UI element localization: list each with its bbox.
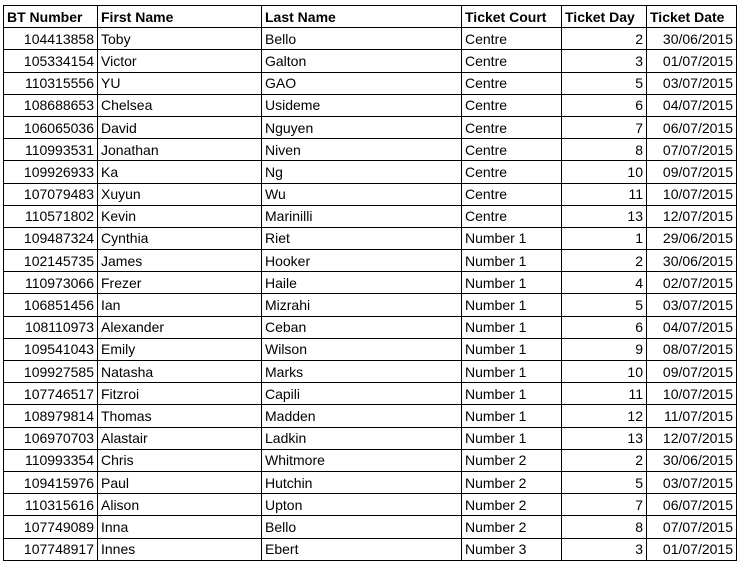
bt-number-cell[interactable]: 107749089: [4, 516, 98, 538]
first-name-cell[interactable]: Kevin: [98, 205, 262, 227]
last-name-cell[interactable]: Ladkin: [262, 427, 462, 449]
ticket-date-cell[interactable]: 07/07/2015: [647, 139, 737, 161]
table-row: [4, 139, 737, 161]
ticket-date-cell[interactable]: 04/07/2015: [647, 94, 737, 116]
header-bt-number[interactable]: BT Number: [4, 6, 98, 28]
table-row: [4, 72, 737, 94]
bt-number-cell[interactable]: 108688653: [4, 94, 98, 116]
ticket-court-cell[interactable]: Number 1: [462, 338, 562, 360]
ticket-day-cell[interactable]: 2: [562, 449, 647, 471]
table-row: [4, 316, 737, 338]
table-row: [4, 471, 737, 493]
ticket-day-cell[interactable]: 13: [562, 427, 647, 449]
header-row: [4, 6, 737, 28]
bt-number-cell[interactable]: 107748917: [4, 538, 98, 560]
ticket-court-cell[interactable]: Number 1: [462, 405, 562, 427]
last-name-cell[interactable]: Marinilli: [262, 205, 462, 227]
table-row: [4, 383, 737, 405]
ticket-court-cell[interactable]: Number 1: [462, 316, 562, 338]
table-row: [4, 183, 737, 205]
last-name-cell[interactable]: Bello: [262, 516, 462, 538]
first-name-cell[interactable]: Toby: [98, 28, 262, 50]
ticket-date-cell[interactable]: 06/07/2015: [647, 116, 737, 138]
header-last-name[interactable]: Last Name: [262, 6, 462, 28]
ticket-day-cell[interactable]: 5: [562, 294, 647, 316]
table-row: [4, 494, 737, 516]
bt-number-cell[interactable]: 102145735: [4, 250, 98, 272]
first-name-cell[interactable]: Paul: [98, 471, 262, 493]
ticket-day-cell[interactable]: 2: [562, 28, 647, 50]
last-name-cell[interactable]: Wilson: [262, 338, 462, 360]
ticket-day-cell[interactable]: 13: [562, 205, 647, 227]
ticket-court-cell[interactable]: Centre: [462, 205, 562, 227]
first-name-cell[interactable]: Ian: [98, 294, 262, 316]
table-row: [4, 94, 737, 116]
last-name-cell[interactable]: Marks: [262, 361, 462, 383]
first-name-cell[interactable]: Innes: [98, 538, 262, 560]
bt-number-cell[interactable]: 109487324: [4, 227, 98, 249]
ticket-day-cell[interactable]: 10: [562, 161, 647, 183]
last-name-cell[interactable]: Madden: [262, 405, 462, 427]
ticket-date-cell[interactable]: 10/07/2015: [647, 383, 737, 405]
ticket-date-cell[interactable]: 04/07/2015: [647, 316, 737, 338]
bt-number-cell[interactable]: 109926933: [4, 161, 98, 183]
first-name-cell[interactable]: Inna: [98, 516, 262, 538]
ticket-court-cell[interactable]: Number 2: [462, 449, 562, 471]
bt-number-cell[interactable]: 108110973: [4, 316, 98, 338]
bt-number-cell[interactable]: 109541043: [4, 338, 98, 360]
ticket-day-cell[interactable]: 5: [562, 72, 647, 94]
header-first-name[interactable]: First Name: [98, 6, 262, 28]
bt-number-cell[interactable]: 108979814: [4, 405, 98, 427]
ticket-table: [3, 5, 737, 561]
ticket-court-cell[interactable]: Centre: [462, 28, 562, 50]
bt-number-cell[interactable]: 107079483: [4, 183, 98, 205]
ticket-day-cell[interactable]: 1: [562, 227, 647, 249]
bt-number-cell[interactable]: 106065036: [4, 116, 98, 138]
ticket-date-cell[interactable]: 12/07/2015: [647, 427, 737, 449]
first-name-cell[interactable]: Xuyun: [98, 183, 262, 205]
ticket-date-cell[interactable]: 30/06/2015: [647, 250, 737, 272]
ticket-court-cell[interactable]: Centre: [462, 50, 562, 72]
bt-number-cell[interactable]: 105334154: [4, 50, 98, 72]
table-row: [4, 449, 737, 471]
table-row: [4, 361, 737, 383]
ticket-court-cell[interactable]: Number 1: [462, 427, 562, 449]
first-name-cell[interactable]: Natasha: [98, 361, 262, 383]
ticket-day-cell[interactable]: 11: [562, 183, 647, 205]
ticket-date-cell[interactable]: 09/07/2015: [647, 161, 737, 183]
last-name-cell[interactable]: Mizrahi: [262, 294, 462, 316]
bt-number-cell[interactable]: 110993531: [4, 139, 98, 161]
ticket-date-cell[interactable]: 01/07/2015: [647, 538, 737, 560]
header-ticket-day[interactable]: Ticket Day: [562, 6, 647, 28]
first-name-cell[interactable]: Chelsea: [98, 94, 262, 116]
ticket-date-cell[interactable]: 30/06/2015: [647, 28, 737, 50]
bt-number-cell[interactable]: 110973066: [4, 272, 98, 294]
ticket-date-cell[interactable]: 03/07/2015: [647, 72, 737, 94]
last-name-cell[interactable]: Hooker: [262, 250, 462, 272]
ticket-court-cell[interactable]: Number 1: [462, 361, 562, 383]
first-name-cell[interactable]: YU: [98, 72, 262, 94]
last-name-cell[interactable]: Ebert: [262, 538, 462, 560]
bt-number-cell[interactable]: 110571802: [4, 205, 98, 227]
ticket-court-cell[interactable]: Number 1: [462, 250, 562, 272]
ticket-day-cell[interactable]: 2: [562, 250, 647, 272]
table-body: [4, 28, 737, 561]
first-name-cell[interactable]: Emily: [98, 338, 262, 360]
ticket-date-cell[interactable]: 03/07/2015: [647, 471, 737, 493]
table-row: [4, 227, 737, 249]
last-name-cell[interactable]: Capili: [262, 383, 462, 405]
bt-number-cell[interactable]: 106970703: [4, 427, 98, 449]
first-name-cell[interactable]: Ka: [98, 161, 262, 183]
first-name-cell[interactable]: Jonathan: [98, 139, 262, 161]
ticket-date-cell[interactable]: 30/06/2015: [647, 449, 737, 471]
table-row: [4, 205, 737, 227]
ticket-court-cell[interactable]: Centre: [462, 116, 562, 138]
ticket-court-cell[interactable]: Number 1: [462, 227, 562, 249]
table-row: [4, 272, 737, 294]
ticket-court-cell[interactable]: Centre: [462, 183, 562, 205]
ticket-date-cell[interactable]: 01/07/2015: [647, 50, 737, 72]
first-name-cell[interactable]: Fitzroi: [98, 383, 262, 405]
ticket-day-cell[interactable]: 9: [562, 338, 647, 360]
last-name-cell[interactable]: Upton: [262, 494, 462, 516]
last-name-cell[interactable]: Nguyen: [262, 116, 462, 138]
ticket-day-cell[interactable]: 3: [562, 538, 647, 560]
first-name-cell[interactable]: Alastair: [98, 427, 262, 449]
bt-number-cell[interactable]: 107746517: [4, 383, 98, 405]
table-row: [4, 427, 737, 449]
table-row: [4, 116, 737, 138]
ticket-day-cell[interactable]: 8: [562, 139, 647, 161]
last-name-cell[interactable]: Ceban: [262, 316, 462, 338]
first-name-cell[interactable]: David: [98, 116, 262, 138]
ticket-day-cell[interactable]: 12: [562, 405, 647, 427]
last-name-cell[interactable]: Galton: [262, 50, 462, 72]
last-name-cell[interactable]: Riet: [262, 227, 462, 249]
table-row: [4, 338, 737, 360]
ticket-court-cell[interactable]: Number 2: [462, 494, 562, 516]
ticket-court-cell[interactable]: Number 1: [462, 272, 562, 294]
first-name-cell[interactable]: Cynthia: [98, 227, 262, 249]
bt-number-cell[interactable]: 106851456: [4, 294, 98, 316]
ticket-court-cell[interactable]: Number 1: [462, 294, 562, 316]
table-row: [4, 294, 737, 316]
ticket-court-cell[interactable]: Number 3: [462, 538, 562, 560]
ticket-day-cell[interactable]: 11: [562, 383, 647, 405]
ticket-date-cell[interactable]: 09/07/2015: [647, 361, 737, 383]
ticket-date-cell[interactable]: 29/06/2015: [647, 227, 737, 249]
ticket-date-cell[interactable]: 12/07/2015: [647, 205, 737, 227]
ticket-date-cell[interactable]: 08/07/2015: [647, 338, 737, 360]
ticket-court-cell[interactable]: Number 1: [462, 383, 562, 405]
first-name-cell[interactable]: Alison: [98, 494, 262, 516]
bt-number-cell[interactable]: 110315616: [4, 494, 98, 516]
ticket-table-sheet: [3, 5, 737, 561]
first-name-cell[interactable]: Frezer: [98, 272, 262, 294]
first-name-cell[interactable]: Alexander: [98, 316, 262, 338]
ticket-day-cell[interactable]: 6: [562, 94, 647, 116]
ticket-date-cell[interactable]: 06/07/2015: [647, 494, 737, 516]
ticket-court-cell[interactable]: Number 2: [462, 516, 562, 538]
table-row: [4, 516, 737, 538]
bt-number-cell[interactable]: 104413858: [4, 28, 98, 50]
last-name-cell[interactable]: Haile: [262, 272, 462, 294]
last-name-cell[interactable]: Niven: [262, 139, 462, 161]
ticket-day-cell[interactable]: 6: [562, 316, 647, 338]
bt-number-cell[interactable]: 109415976: [4, 471, 98, 493]
ticket-court-cell[interactable]: Centre: [462, 139, 562, 161]
ticket-court-cell[interactable]: Centre: [462, 72, 562, 94]
table-row: [4, 28, 737, 50]
table-row: [4, 161, 737, 183]
first-name-cell[interactable]: Chris: [98, 449, 262, 471]
ticket-court-cell[interactable]: Centre: [462, 161, 562, 183]
ticket-date-cell[interactable]: 07/07/2015: [647, 516, 737, 538]
last-name-cell[interactable]: GAO: [262, 72, 462, 94]
ticket-day-cell[interactable]: 4: [562, 272, 647, 294]
first-name-cell[interactable]: Thomas: [98, 405, 262, 427]
table-row: [4, 250, 737, 272]
bt-number-cell[interactable]: 110993354: [4, 449, 98, 471]
header-ticket-court[interactable]: Ticket Court: [462, 6, 562, 28]
header-ticket-date[interactable]: Ticket Date: [647, 6, 737, 28]
table-row: [4, 50, 737, 72]
bt-number-cell[interactable]: 109927585: [4, 361, 98, 383]
ticket-court-cell[interactable]: Number 2: [462, 471, 562, 493]
ticket-day-cell[interactable]: 8: [562, 516, 647, 538]
bt-number-cell[interactable]: 110315556: [4, 72, 98, 94]
ticket-date-cell[interactable]: 03/07/2015: [647, 294, 737, 316]
ticket-day-cell[interactable]: 10: [562, 361, 647, 383]
last-name-cell[interactable]: Whitmore: [262, 449, 462, 471]
last-name-cell[interactable]: Bello: [262, 28, 462, 50]
last-name-cell[interactable]: Usideme: [262, 94, 462, 116]
ticket-date-cell[interactable]: 10/07/2015: [647, 183, 737, 205]
last-name-cell[interactable]: Wu: [262, 183, 462, 205]
last-name-cell[interactable]: Ng: [262, 161, 462, 183]
ticket-day-cell[interactable]: 5: [562, 471, 647, 493]
ticket-day-cell[interactable]: 3: [562, 50, 647, 72]
ticket-day-cell[interactable]: 7: [562, 494, 647, 516]
ticket-date-cell[interactable]: 11/07/2015: [647, 405, 737, 427]
ticket-court-cell[interactable]: Centre: [462, 94, 562, 116]
table-row: [4, 538, 737, 560]
first-name-cell[interactable]: James: [98, 250, 262, 272]
first-name-cell[interactable]: Victor: [98, 50, 262, 72]
last-name-cell[interactable]: Hutchin: [262, 471, 462, 493]
ticket-date-cell[interactable]: 02/07/2015: [647, 272, 737, 294]
ticket-day-cell[interactable]: 7: [562, 116, 647, 138]
table-row: [4, 405, 737, 427]
